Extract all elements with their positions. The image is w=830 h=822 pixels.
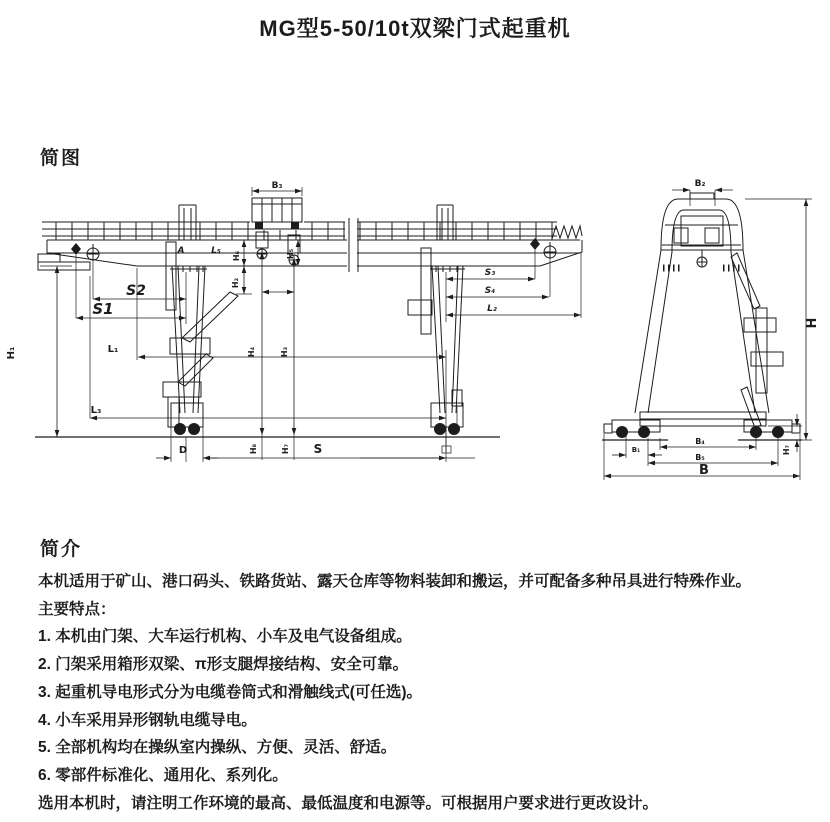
dim-label: H₈ (249, 443, 258, 455)
dim-label: S1 (92, 300, 114, 318)
dim-label: H₂ (231, 277, 240, 289)
right-hook-marks (530, 238, 556, 297)
feature-item-6: 6. 零部件标准化、通用化、系列化。 (38, 766, 288, 784)
feature-item-2: 2. 门架采用箱形双梁、π形支腿焊接结构、安全可靠。 (38, 656, 409, 674)
dim-label: L₁ (107, 344, 119, 355)
dim-label: B₃ (271, 181, 283, 191)
side-view (602, 190, 812, 480)
dim-label: B₂ (694, 179, 706, 189)
dim-label: H₄ (247, 346, 256, 358)
intro-heading: 简介 (40, 539, 83, 560)
diagram-heading: 简图 (40, 148, 83, 169)
feature-item-4: 4. 小车采用异形钢轨电缆导电。 (38, 711, 257, 729)
dim-label: H₁ (6, 346, 17, 360)
intro-note: 选用本机时，请注明工作环境的最高、最低温度和电源等。可根据用户要求进行更改设计。 (38, 794, 659, 812)
dim-label: S (313, 442, 323, 456)
dim-label: H₆ (232, 250, 241, 262)
dim-label: H (805, 317, 820, 329)
dim-label: S₃ (484, 268, 496, 278)
feature-item-3: 3. 起重机导电形式分为电缆卷筒式和滑触线式(可任选)。 (38, 683, 423, 701)
dim-label: H₇ (782, 444, 791, 456)
bridge-railing-right (357, 222, 557, 240)
intro-lead: 本机适用于矿山、港口码头、铁路货站、露天仓库等物料装卸和搬运，并可配备多种吊具进行特殊作业。 (38, 573, 752, 590)
dim-label: H₅ (286, 248, 295, 260)
dim-label: L₅ (211, 246, 221, 256)
feature-item-1: 1. 本机由门架、大车运行机构、小车及电气设备组成。 (38, 628, 412, 646)
dim-label: B₅ (695, 453, 705, 462)
right-leg (408, 205, 465, 453)
intro-text (38, 568, 818, 817)
dim-label: S₄ (484, 286, 496, 296)
dim-label: B (699, 463, 709, 478)
dim-label: S2 (126, 283, 146, 299)
page-title: MG型5-50/10t双梁门式起重机 (259, 16, 571, 41)
front-view (35, 187, 582, 462)
dim-label: B₄ (695, 437, 705, 446)
dim-label: H₇ (281, 443, 290, 455)
trolley (250, 196, 304, 230)
dim-label: H₃ (280, 346, 289, 358)
dim-label: L₂ (487, 304, 497, 314)
dim-label: D (178, 445, 188, 456)
dim-label: L₃ (90, 405, 102, 416)
dim-label: B₁ (631, 446, 641, 454)
feature-item-5: 5. 全部机构均在操纵室内操纵、方便、灵活、舒适。 (38, 739, 397, 757)
dim-label: A (177, 246, 185, 256)
features-label: 主要特点： (38, 600, 116, 618)
